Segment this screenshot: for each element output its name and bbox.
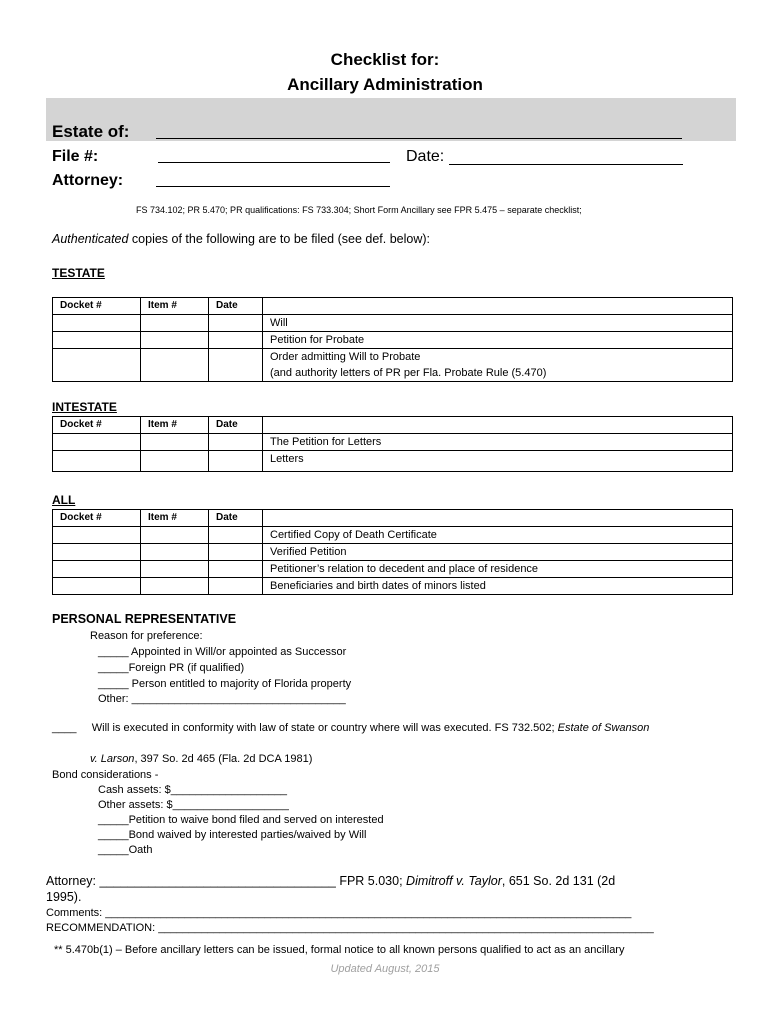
testate-table xyxy=(52,297,733,382)
docket-header: Docket # xyxy=(53,298,141,315)
attorney-field[interactable] xyxy=(156,186,390,187)
estate-label: Estate of: xyxy=(52,122,130,141)
bond-waive-petition[interactable]: _____Petition to waive bond filed and served on interested xyxy=(98,814,384,826)
date-header: Date xyxy=(209,298,263,315)
all-heading: ALL xyxy=(52,493,76,507)
pr-option-will[interactable]: _____ Appointed in Will/or appointed as Successor xyxy=(98,646,347,658)
table-row xyxy=(53,349,733,382)
row-description: Petition for Probate xyxy=(263,332,733,349)
date-label: Date: xyxy=(406,148,445,165)
table-row xyxy=(53,527,733,544)
row-description: Certified Copy of Death Certificate xyxy=(263,527,733,544)
table-row xyxy=(53,332,733,349)
statutes-note: FS 734.102; PR 5.470; PR qualifications: FS 733.304; Short Form Ancillary see FPR 5.475 – separate checklist; xyxy=(136,205,582,215)
footer-cite: , 651 So. 2d 131 (2d xyxy=(501,874,616,888)
attorney-citation-year: 1995). xyxy=(46,890,82,904)
file-label: File #: xyxy=(52,148,99,165)
estate-field[interactable] xyxy=(156,138,682,139)
table-header-row xyxy=(53,417,733,434)
row-description: Verified Petition xyxy=(263,544,733,561)
intestate-heading: INTESTATE xyxy=(52,400,117,414)
case-citation: v. Larson, 397 So. 2d 465 (Fla. 2d DCA 1981) xyxy=(90,753,313,765)
table-row xyxy=(53,561,733,578)
bond-heading: Bond considerations - xyxy=(52,769,159,781)
item-header: Item # xyxy=(141,298,209,315)
will-conformity-line xyxy=(52,722,716,734)
date-field[interactable] xyxy=(449,164,683,165)
bond-cash[interactable]: Cash assets: $___________________ xyxy=(98,784,287,796)
bond-oath[interactable]: _____Oath xyxy=(98,844,153,856)
table-row xyxy=(53,315,733,332)
row-description: Letters xyxy=(263,451,733,472)
footer-case: Dimitroff v. Taylor xyxy=(406,874,502,888)
table-row xyxy=(53,451,733,472)
date-header: Date xyxy=(209,510,263,527)
intro-italic: Authenticated xyxy=(52,232,129,246)
attorney-label: Attorney: xyxy=(52,172,124,189)
intro-rest: copies of the following are to be filed (see def. below): xyxy=(128,232,431,246)
bond-other[interactable]: Other assets: $___________________ xyxy=(98,799,289,811)
row-description: Petitioner’s relation to decedent and place of residence xyxy=(263,561,733,578)
docket-header: Docket # xyxy=(53,417,141,434)
table-row xyxy=(53,544,733,561)
row-description: Order admitting Will to Probate (and authority letters of PR per Fla. Probate Rule (5.470) xyxy=(263,349,733,382)
all-table xyxy=(52,509,733,595)
updated-note: Updated August, 2015 xyxy=(330,963,440,975)
pr-heading: PERSONAL REPRESENTATIVE xyxy=(52,612,237,626)
testate-heading: TESTATE xyxy=(52,266,105,280)
intro-text xyxy=(52,232,430,246)
will-conformity-blank[interactable]: ____ xyxy=(52,722,77,734)
recommendation-field[interactable]: RECOMMENDATION: _________________________________________________________________________________ xyxy=(46,922,654,934)
date-header: Date xyxy=(209,417,263,434)
row-description: The Petition for Letters xyxy=(263,434,733,451)
footer-attorney-field[interactable]: Attorney: __________________________________ FPR 5.030; xyxy=(46,874,407,888)
page-title: Checklist for: xyxy=(330,50,440,69)
table-header-row xyxy=(53,298,733,315)
table-row xyxy=(53,434,733,451)
item-header: Item # xyxy=(141,417,209,434)
docket-header: Docket # xyxy=(53,510,141,527)
pr-option-majority[interactable]: _____ Person entitled to majority of Florida property xyxy=(98,678,352,690)
pr-option-foreign[interactable]: _____Foreign PR (if qualified) xyxy=(98,662,245,674)
intestate-table xyxy=(52,416,733,472)
pr-reason: Reason for preference: xyxy=(90,630,203,642)
item-header: Item # xyxy=(141,510,209,527)
case-name: Estate of Swanson xyxy=(557,722,650,734)
table-header-row xyxy=(53,510,733,527)
row-description: Beneficiaries and birth dates of minors listed xyxy=(263,578,733,595)
page-subtitle: Ancillary Administration xyxy=(287,75,483,94)
will-conformity-text: Will is executed in conformity with law of state or country where will was executed. FS 732.502; xyxy=(91,722,558,734)
estate-band xyxy=(46,98,736,141)
bond-waived[interactable]: _____Bond waived by interested parties/waived by Will xyxy=(98,829,367,841)
file-field[interactable] xyxy=(158,162,390,163)
row-description: Will xyxy=(263,315,733,332)
pr-option-other[interactable]: Other: ___________________________________ xyxy=(98,693,346,705)
table-row xyxy=(53,578,733,595)
attorney-citation-line xyxy=(46,874,716,888)
footnote: ** 5.470b(1) – Before ancillary letters can be issued, formal notice to all known persons qualified to act as an ancillary xyxy=(54,944,625,956)
comments-field[interactable]: Comments: ______________________________________________________________________________________ xyxy=(46,907,632,919)
